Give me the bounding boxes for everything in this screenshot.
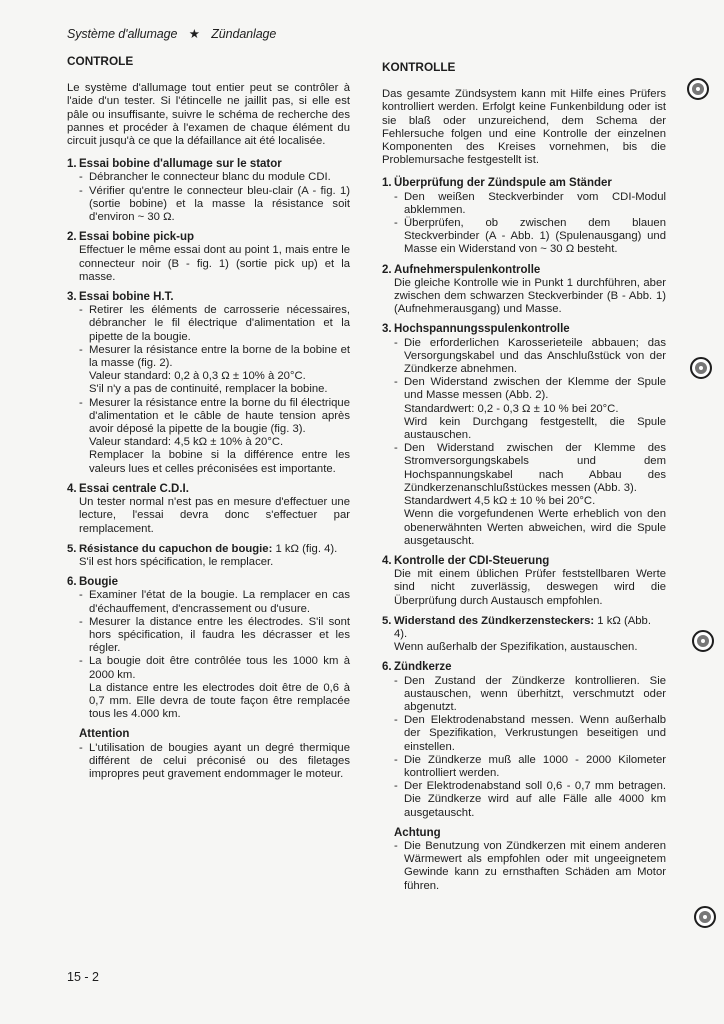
de-section-6: 6. Zündkerze - Den Zustand der Zündkerze kontrollieren. Sie austauschen, wenn überhitzt, verschmutzt oder abgenutzt. - Den Elektrodenabstand messen. Wenn außerhalb der Spezifikation, Verkrustungen beseitigen und einstellen. - Die Zündkerze muß alle 1000 - 2000 Kilometer kontrolliert werden. - Der Elektrodenabstand soll 0,6 - 0,7 mm betragen. Die Zündkerze wird auf alle Fälle alle 4000 km ausgetauscht. Achtung - Die Benutzung von Zündkerzen mit einem anderen Wärmewert als empfohlen oder mit ungeeignetem Gewinde kann zu ernsthaften Schäden am Motor führen. xyxy=(382,661,666,892)
de-s5-body: Wenn außerhalb der Spezifikation, austauschen. xyxy=(394,641,638,654)
fr-s6-item-1: Examiner l'état de la bougie. La remplacer en cas d'échauffement, d'encrassement ou d'usure. xyxy=(89,589,350,615)
fr-s1-num: 1. xyxy=(67,158,77,171)
de-s4-title: Kontrolle der CDI-Steuerung xyxy=(394,554,550,567)
de-s6-item-4: Der Elektrodenabstand soll 0,6 - 0,7 mm betragen. Die Zündkerze wird auf alle Fälle alle 4000 km ausgetauscht. xyxy=(404,780,666,819)
fr-s3-item-2-value: Valeur standard: 0,2 à 0,3 Ω ± 10% à 20°C. xyxy=(89,370,306,383)
de-s1-title: Überprüfung der Zündspule am Ständer xyxy=(394,177,612,190)
punch-hole-2 xyxy=(690,357,712,379)
fr-attention-item-1: L'utilisation de bougies ayant un degré thermique différent de celui préconisé ou des filetages impropres peut gravement endommager le moteur. xyxy=(89,741,350,780)
fr-s6-title: Bougie xyxy=(79,576,118,589)
fr-intro: Le système d'allumage tout entier peut se contrôler à l'aide d'un tester. Si l'étincelle ne jaillit pas, si elle est pâle ou insuffisante, suivre le schéma de recherche des pannes et procéder à l'examen de chaque élément du circuit jusqu'à ce que la défaillance ait été localisée. xyxy=(67,82,350,148)
punch-hole-3 xyxy=(692,630,714,652)
fr-s5-value: 1 kΩ (fig. 4). xyxy=(272,542,338,555)
fr-section-3: 3. Essai bobine H.T. - Retirer les éléments de carrosserie nécessaires, débrancher le fil électrique d'alimentation et la pipette de la bougie. - Mesurer la résistance entre la borne de la bobine et la masse (fig. 2). Valeur standard: 0,2 à 0,3 Ω ± 10% à 20°C. S'il n'y a pas de continuité, remplacer la bobine. - Mesurer la résistance entre la borne du fil électrique d'alimentation et le câble de haute tension après avoir déposé la pipette de la bougie (fig. 3). Valeur standard: 4,5 kΩ ± 10% à 20°C. Remplacer la bobine si la différence entre les valeurs lues et celles préconisées est importante. xyxy=(67,291,350,475)
fr-section-6: 6. Bougie - Examiner l'état de la bougie. La remplacer en cas d'échauffement, d'encrassement ou d'usure. - Mesurer la distance entre les électrodes. S'il sont hors spécification, il faudra les décrasser et les régler. - La bougie doit être contrôlée tous les 1000 km à 2000 km. La distance entre les electrodes doit être de 0,6 à 0,7 mm. Elle devra de toute façon être remplacée tous les 4.000 km. Attention - L'utilisation de bougies ayant un degré thermique différent de celui préconisé ou des filetages impropres peut gravement endommager le moteur. xyxy=(67,576,350,780)
fr-title: CONTROLE xyxy=(67,54,134,68)
fr-s3-num: 3. xyxy=(67,291,77,304)
fr-section-4 xyxy=(67,483,350,536)
de-s2-body: Die gleiche Kontrolle wie in Punkt 1 durchführen, aber zwischen dem schwarzen Steckverbinder (B - Abb. 1) (Aufnehmerausgang) und Masse. xyxy=(394,276,666,316)
de-s6-item-2: Den Elektrodenabstand messen. Wenn außerhalb der Spezifikation, Verkrustungen beseitigen und einstellen. xyxy=(404,714,666,753)
de-attention-title: Achtung xyxy=(394,826,441,839)
fr-s6-item-3: La bougie doit être contrôlée tous les 1000 km à 2000 km. xyxy=(89,655,350,681)
de-s6-item-3: Die Zündkerze muß alle 1000 - 2000 Kilometer kontrolliert werden. xyxy=(404,753,666,779)
fr-s1-item-2: Vérifier qu'entre le connecteur bleu-clair (A - fig. 1) (sortie bobine) et la masse la résistance soit d'environ ~ 30 Ω. xyxy=(89,184,350,224)
de-s3-item-2-note: Wird kein Durchgang festgestellt, die Spule austauschen. xyxy=(404,415,666,442)
de-s1-item-1: Den weißen Steckverbinder vom CDI-Modul abklemmen. xyxy=(404,190,666,216)
de-s4-body: Die mit einem üblichen Prüfer feststellbaren Werte sind nicht zuverlässig, deswegen wird die Überprüfung durch Austausch empfohlen. xyxy=(394,568,666,607)
de-s3-item-2: Den Widerstand zwischen der Klemme der Spule und Masse messen (Abb. 2). xyxy=(404,376,666,402)
de-s3-item-2-value: Standardwert: 0,2 - 0,3 Ω ± 10 % bei 20°C. xyxy=(404,402,619,415)
fr-attention: Attention - L'utilisation de bougies ayant un degré thermique différent de celui préconisé ou des filetages impropres peut gravement endommager le moteur. xyxy=(79,728,350,780)
fr-section-2 xyxy=(67,231,350,284)
de-s5-num: 5. xyxy=(382,614,392,627)
de-s3-item-3-note: Wenn die vorgefundenen Werte erheblich von den obenerwähnten Werten abweichen, wird die Spule ausgetauscht. xyxy=(404,508,666,547)
de-s2-num: 2. xyxy=(382,263,392,276)
header-separator: ★ xyxy=(188,27,200,41)
fr-s6-num: 6. xyxy=(67,576,77,589)
de-section-5 xyxy=(382,615,666,655)
fr-s2-num: 2. xyxy=(67,231,77,244)
french-column xyxy=(67,55,350,788)
de-s3-item-3: Den Widerstand zwischen der Klemme des Stromversorgungskabels und dem Hochspannungskabel nach Abbau des Zündkerzenanschlußstückes messen (Abb. 3). xyxy=(404,442,666,494)
de-s1-num: 1. xyxy=(382,177,392,190)
fr-attention-title: Attention xyxy=(79,728,130,741)
de-s6-item-1: Den Zustand der Zündkerze kontrollieren. Sie austauschen, wenn überhitzt, verschmutzt oder abgenutzt. xyxy=(404,674,666,713)
fr-s3-title: Essai bobine H.T. xyxy=(79,291,174,304)
de-section-2 xyxy=(382,264,666,317)
page-header xyxy=(67,26,276,41)
punch-hole-1 xyxy=(687,78,709,100)
fr-s1-title: Essai bobine d'allumage sur le stator xyxy=(79,158,282,171)
fr-s5-num: 5. xyxy=(67,542,77,555)
german-column xyxy=(382,55,666,900)
fr-s6-item-2: Mesurer la distance entre les électrodes. S'il sont hors spécification, il faudra les décrasser et les régler. xyxy=(89,615,350,655)
fr-s5-body: S'il est hors spécification, le remplacer. xyxy=(79,555,274,568)
de-attention-item-1: Die Benutzung von Zündkerzen mit einem anderen Wärmewert als empfohlen oder mit ungeeignetem Gewinde kann zu ernsthaften Schäden am Motor führen. xyxy=(404,839,666,892)
de-s3-item-1: Die erforderlichen Karosserieteile abbauen; das Versorgungskabel und das Anschlußstück von der Zündkerze abnehmen. xyxy=(404,336,666,376)
fr-s4-title: Essai centrale C.D.I. xyxy=(79,482,189,495)
punch-hole-4 xyxy=(694,906,716,928)
fr-s4-body: Un tester normal n'est pas en mesure d'effectuer une lecture, l'essai devra donc s'effectuer par remplacement. xyxy=(79,496,350,535)
fr-s3-item-2: Mesurer la résistance entre la borne de la bobine et la masse (fig. 2). xyxy=(89,343,350,370)
fr-s3-item-3-note: Remplacer la bobine si la différence entre les valeurs lues et celles préconisées est importante. xyxy=(89,449,350,475)
fr-s4-num: 4. xyxy=(67,482,77,495)
fr-s3-item-2-note: S'il n'y a pas de continuité, remplacer la bobine. xyxy=(89,383,328,396)
de-title: KONTROLLE xyxy=(382,60,456,74)
header-title-fr: Système d'allumage xyxy=(67,27,178,41)
fr-s5-title: Résistance du capuchon de bougie: xyxy=(79,542,273,555)
fr-section-1: 1. Essai bobine d'allumage sur le stator - Débrancher le connecteur blanc du module CDI. - Vérifier qu'entre le connecteur bleu-clair (A - fig. 1) (sortie bobine) et la masse la résistance soit d'environ ~ 30 Ω. xyxy=(67,158,350,224)
header-title-de: Zündanlage xyxy=(211,27,277,41)
fr-s3-item-3-value: Valeur standard: 4,5 kΩ ± 10% à 20°C. xyxy=(89,436,284,449)
de-s2-title: Aufnehmerspulenkontrolle xyxy=(394,263,541,276)
fr-s3-item-1: Retirer les éléments de carrosserie nécessaires, débrancher le fil électrique d'alimentation et la pipette de la bougie. xyxy=(89,304,350,343)
de-attention: Achtung - Die Benutzung von Zündkerzen mit einem anderen Wärmewert als empfohlen oder mit ungeeignetem Gewinde kann zu ernsthaften Schäden am Motor führen. xyxy=(394,826,666,892)
de-s6-title: Zündkerze xyxy=(394,661,452,674)
de-s1-item-2: Überprüfen, ob zwischen dem blauen Steckverbinder (A - Abb. 1) (Spulenausgang) und Masse ein Widerstand von ~ 30 Ω besteht. xyxy=(404,217,666,256)
de-s3-title: Hochspannungsspulenkontrolle xyxy=(394,323,570,336)
de-s3-item-3-value: Standardwert 4,5 kΩ ± 10 % bei 20°C. xyxy=(404,495,596,508)
fr-s3-item-3: Mesurer la résistance entre la borne du fil électrique d'alimentation et le câble de haute tension après avoir déposé la pipette de la bougie (fig. 3). xyxy=(89,396,350,436)
de-s5-value: 1 kΩ (Abb. 4). xyxy=(394,614,651,640)
de-s3-num: 3. xyxy=(382,323,392,336)
fr-section-5 xyxy=(67,543,350,569)
de-section-1: 1. Überprüfung der Zündspule am Ständer - Den weißen Steckverbinder vom CDI-Modul abklemmen. - Überprüfen, ob zwischen dem blauen Steckverbinder (A - Abb. 1) (Spulenausgang) und Masse ein Widerstand von ~ 30 Ω besteht. xyxy=(382,177,666,256)
fr-s2-title: Essai bobine pick-up xyxy=(79,231,195,244)
de-s5-title: Widerstand des Zündkerzensteckers: xyxy=(394,614,595,627)
de-intro: Das gesamte Zündsystem kann mit Hilfe eines Prüfers kontrolliert werden. Erfolgt keine Funkenbildung oder ist sie blaß oder unzureichend, dem Schema der Fehlersuche folgen und eine Kontrolle der einzelnen Komponenten des Kreises vornehmen, bis die Problemursache festgestellt ist. xyxy=(382,88,666,167)
fr-s2-body: Effectuer le même essai dont au point 1, mais entre le connecteur noir (B - fig. 1) (sortie pick up) et la masse. xyxy=(79,244,350,283)
fr-s1-item-1: Débrancher le connecteur blanc du module CDI. xyxy=(89,171,331,184)
de-s4-num: 4. xyxy=(382,554,392,567)
fr-s6-item-3-note: La distance entre les electrodes doit être de 0,6 à 0,7 mm. Elle devra de toute façon être remplacée tous les 4.000 km. xyxy=(89,681,350,721)
de-section-4 xyxy=(382,555,666,608)
page-number: 15 - 2 xyxy=(67,970,99,984)
de-section-3: 3. Hochspannungsspulenkontrolle - Die erforderlichen Karosserieteile abbauen; das Versorgungskabel und das Anschlußstück von der Zündkerze abnehmen. - Den Widerstand zwischen der Klemme der Spule und Masse messen (Abb. 2). Standardwert: 0,2 - 0,3 Ω ± 10 % bei 20°C. Wird kein Durchgang festgestellt, die Spule austauschen. - Den Widerstand zwischen der Klemme des Stromversorgungskabels und dem Hochspannungskabel nach Abbau des Zündkerzenanschlußstückes messen (Abb. 3). Standardwert 4,5 kΩ ± 10 % bei 20°C. Wenn die vorgefundenen Werte erheblich von den obenerwähnten Werten abweichen, wird die Spule ausgetauscht. xyxy=(382,323,666,547)
de-s6-num: 6. xyxy=(382,661,392,674)
